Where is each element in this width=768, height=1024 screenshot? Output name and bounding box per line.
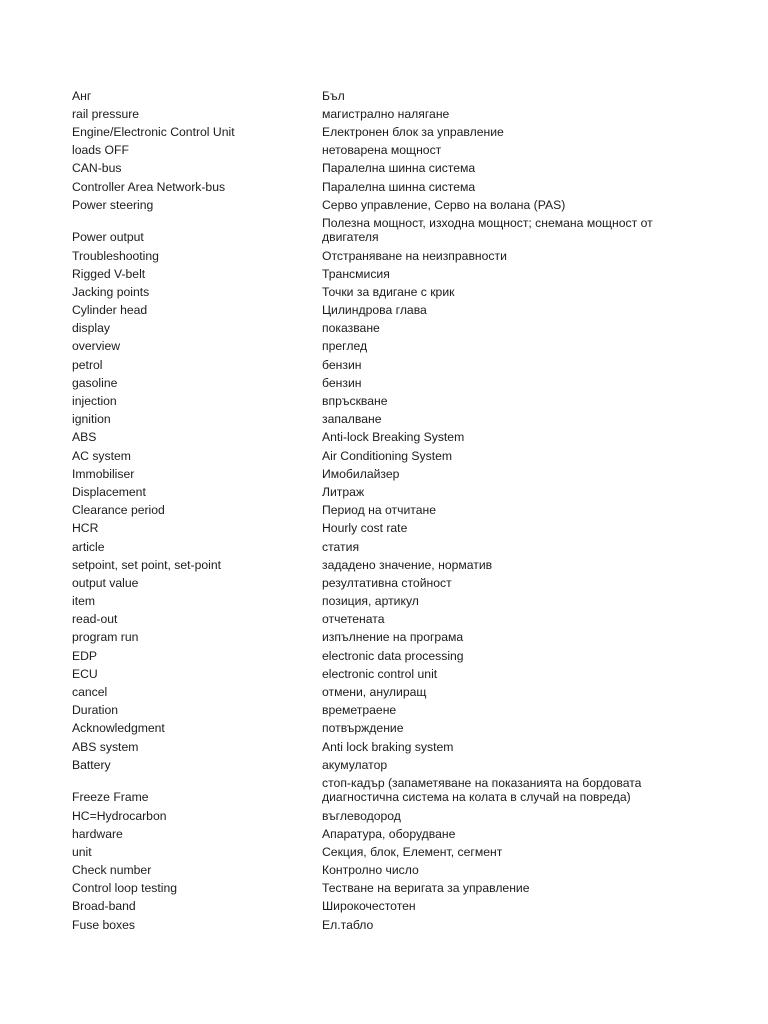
term-en: article [72, 539, 105, 554]
table-row [72, 263, 692, 281]
term-bg: Имобилайзер [322, 466, 400, 481]
term-en: Control loop testing [72, 881, 178, 896]
term-bg: Серво управление, Серво на волана (PAS) [322, 197, 566, 212]
term-en: Power output [72, 230, 144, 245]
term-bg: запалване [322, 412, 382, 427]
term-en: petrol [72, 357, 103, 372]
term-bg: Паралелна шинна система [322, 179, 476, 194]
header-en: Анг [72, 88, 92, 103]
table-row [72, 212, 692, 245]
table-row [72, 140, 692, 158]
table-row [72, 463, 692, 481]
term-bg: бензин [322, 357, 362, 372]
table-row [72, 700, 692, 718]
table-row [72, 103, 692, 121]
table-row [72, 409, 692, 427]
term-en: Clearance period [72, 503, 165, 518]
term-en: ignition [72, 412, 111, 427]
term-en: ABS [72, 430, 97, 445]
term-bg: времетраене [322, 703, 397, 718]
term-bg: стоп-кадър (запаметяване на показанията на бордовата диагностична система на колата в случай на повреда) [322, 775, 642, 805]
term-bg: Anti lock braking system [322, 739, 454, 754]
term-en: program run [72, 630, 139, 645]
term-en: Rigged V-belt [72, 266, 146, 281]
term-bg: Секция, блок, Елемент, сегмент [322, 844, 503, 859]
term-bg: въглеводород [322, 808, 401, 823]
term-bg: Широкочестотен [322, 899, 416, 914]
term-en: injection [72, 394, 117, 408]
term-bg: Hourly cost rate [322, 521, 408, 536]
header-row [72, 85, 692, 103]
term-bg: electronic control unit [322, 666, 438, 681]
term-bg: впръскване [322, 394, 388, 408]
table-row [72, 663, 692, 681]
term-en: Battery [72, 757, 111, 772]
term-bg: Цилиндрова глава [322, 303, 427, 318]
term-bg: резултативна стойност [322, 575, 452, 590]
table-row [72, 736, 692, 754]
table-row [72, 481, 692, 499]
table-row [72, 841, 692, 859]
term-en: setpoint, set point, set-point [72, 557, 222, 572]
term-bg: изпълнение на програма [322, 630, 464, 645]
term-bg: Anti-lock Breaking System [322, 430, 465, 445]
term-en: gasoline [72, 375, 118, 390]
term-bg: Ел.табло [322, 917, 374, 932]
term-bg: отмени, анулиращ [322, 685, 427, 699]
term-en: Controller Area Network-bus [72, 179, 226, 194]
term-bg: Контролно число [322, 863, 419, 878]
table-row [72, 121, 692, 139]
term-en: cancel [72, 685, 108, 699]
table-row [72, 158, 692, 176]
term-bg: Полезна мощност, изходна мощност; снемана мощност от двигателя [322, 215, 653, 245]
term-en: rail pressure [72, 106, 140, 121]
table-row [72, 627, 692, 645]
term-bg: Литраж [322, 484, 365, 499]
header-bg: Бъл [322, 88, 345, 103]
table-row [72, 590, 692, 608]
term-en: Acknowledgment [72, 721, 165, 736]
table-row [72, 536, 692, 554]
table-row [72, 194, 692, 212]
term-en: Freeze Frame [72, 790, 149, 805]
table-row [72, 772, 692, 805]
table-row [72, 427, 692, 445]
term-bg: нетоварена мощност [322, 143, 442, 158]
table-row [72, 754, 692, 772]
term-en: loads OFF [72, 143, 129, 158]
table-row [72, 878, 692, 896]
term-bg: Тестване на веригата за управление [322, 881, 530, 896]
term-bg: магистрално налягане [322, 106, 450, 121]
table-row [72, 500, 692, 518]
term-bg: Период на отчитане [322, 503, 437, 518]
table-row [72, 718, 692, 736]
term-en: output value [72, 575, 139, 590]
term-bg: electronic data processing [322, 648, 464, 663]
term-en: CAN-bus [72, 161, 122, 176]
term-bg: потвърждение [322, 721, 404, 736]
term-en: EDP [72, 648, 98, 663]
term-en: display [72, 321, 110, 336]
table-row [72, 372, 692, 390]
table-row [72, 299, 692, 317]
term-en: Immobiliser [72, 466, 135, 481]
table-row [72, 245, 692, 263]
term-bg: Отстраняване на неизправности [322, 248, 507, 263]
term-en: hardware [72, 826, 123, 841]
term-en: Engine/Electronic Control Unit [72, 124, 235, 139]
term-bg: Електронен блок за управление [322, 124, 504, 139]
term-bg: Трансмисия [322, 266, 390, 281]
term-en: Jacking points [72, 284, 150, 299]
table-row [72, 318, 692, 336]
term-en: overview [72, 339, 121, 354]
table-row [72, 572, 692, 590]
term-bg: бензин [322, 375, 362, 390]
term-en: Duration [72, 703, 119, 718]
table-row [72, 554, 692, 572]
term-bg: зададено значение, норматив [322, 557, 493, 572]
term-en: Power steering [72, 197, 154, 212]
term-bg: преглед [322, 339, 368, 354]
table-row [72, 445, 692, 463]
table-row [72, 336, 692, 354]
term-en: ECU [72, 666, 98, 681]
table-row [72, 176, 692, 194]
table-row [72, 390, 692, 408]
term-bg: Паралелна шинна система [322, 161, 476, 176]
table-row [72, 805, 692, 823]
table-row [72, 354, 692, 372]
table-row [72, 518, 692, 536]
table-row [72, 860, 692, 878]
table-row [72, 609, 692, 627]
term-bg: Точки за вдигане с крик [322, 284, 455, 299]
term-bg: отчетената [322, 612, 385, 627]
table-row [72, 681, 692, 699]
term-en: unit [72, 844, 92, 859]
term-bg: акумулатор [322, 757, 388, 772]
term-bg: Air Conditioning System [322, 448, 453, 463]
table-row [72, 823, 692, 841]
term-en: Fuse boxes [72, 917, 136, 932]
term-en: read-out [72, 612, 118, 627]
term-en: HC=Hydrocarbon [72, 808, 167, 823]
term-en: ABS system [72, 739, 139, 754]
term-bg: позиция, артикул [322, 594, 419, 609]
term-bg: Апаратура, оборудване [322, 826, 456, 841]
term-en: Broad-band [72, 899, 136, 914]
table-row [72, 896, 692, 914]
term-en: Cylinder head [72, 303, 148, 318]
glossary-body [72, 85, 692, 932]
term-en: HCR [72, 521, 99, 536]
term-en: Displacement [72, 484, 146, 499]
term-en: Check number [72, 863, 152, 878]
table-row [72, 914, 692, 932]
term-bg: показване [322, 321, 380, 336]
glossary-table [72, 85, 692, 932]
term-en: Troubleshooting [72, 248, 159, 263]
table-row [72, 645, 692, 663]
term-en: item [72, 594, 96, 609]
table-row [72, 281, 692, 299]
term-en: AC system [72, 448, 131, 463]
term-bg: статия [322, 539, 360, 554]
